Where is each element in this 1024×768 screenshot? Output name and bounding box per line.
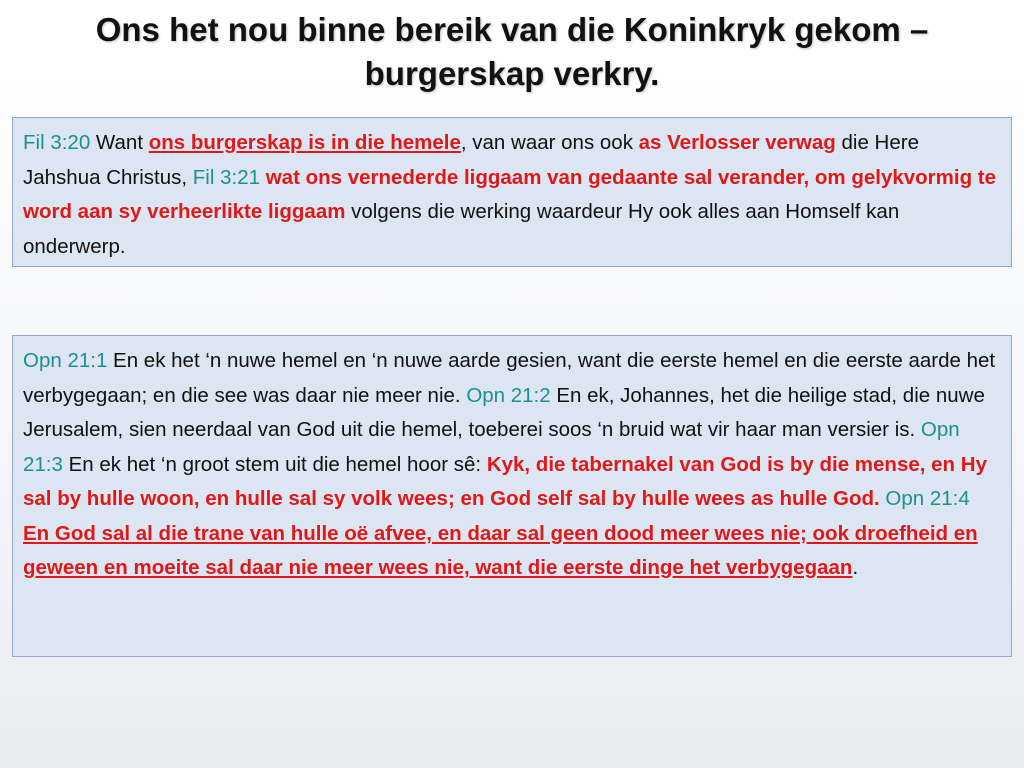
verse-text: En ek, Johannes, het die heilige stad, die nuwe Jerusalem, sien neerdaal van God uit die hemel, toeberei soos ‘n bruid wat vir haar man versier is. — [23, 383, 985, 441]
verse-text: Want — [90, 131, 149, 154]
emphasis-text: En God sal al die trane van hulle oë afvee, en daar sal geen dood meer wees nie; ook droefheid en geween en moeite sal daar nie meer wees nie, want die eerste dinge het verbygegaan — [23, 521, 978, 579]
verse-text: die Here Jahshua Christus, — [23, 131, 919, 189]
verse-text: En ek het ‘n groot stem uit die hemel hoor sê: — [62, 452, 487, 476]
verse-ref-fil-3-20: Fil 3:20 — [23, 131, 91, 154]
verse-text: En ek het ‘n nuwe hemel en ‘n nuwe aarde gesien, want die eerste hemel en die eerste aarde het verbygegaan; en die see was daar nie meer nie. — [23, 349, 996, 407]
slide-title: Ons het nou binne bereik van die Koninkryk gekom – burgerskap verkry. — [95, 11, 929, 92]
verse-text: , van waar ons ook — [460, 131, 639, 154]
verse-ref-opn-21-1: Opn 21:1 — [23, 349, 108, 372]
verse-ref-fil-3-21: Fil 3:21 — [192, 165, 261, 189]
verse-box-revelation — [12, 335, 1012, 657]
emphasis-text: Kyk, die tabernakel van God is by die mense, en Hy sal by hulle woon, en hulle sal sy volk wees; en God self sal by hulle wees as hulle God. — [23, 452, 987, 510]
emphasis-text: ons burgerskap is in die hemele — [148, 131, 461, 154]
emphasis-text: wat ons vernederde liggaam van gedaante sal verander, om gelykvormig te word aan sy verheerlikte liggaam — [23, 165, 997, 223]
verse-text: volgens die werking waardeur Hy ook alles aan Homself kan onderwerp. — [23, 200, 900, 258]
verse-ref-opn-21-4: Opn 21:4 — [885, 487, 970, 510]
verse-box-philippians — [12, 117, 1012, 267]
verse-ref-opn-21-3: Opn 21:3 — [23, 418, 960, 476]
verse-ref-opn-21-2: Opn 21:2 — [466, 383, 551, 407]
verse-text: . — [852, 556, 859, 579]
emphasis-text: as Verlosser verwag — [638, 131, 836, 154]
